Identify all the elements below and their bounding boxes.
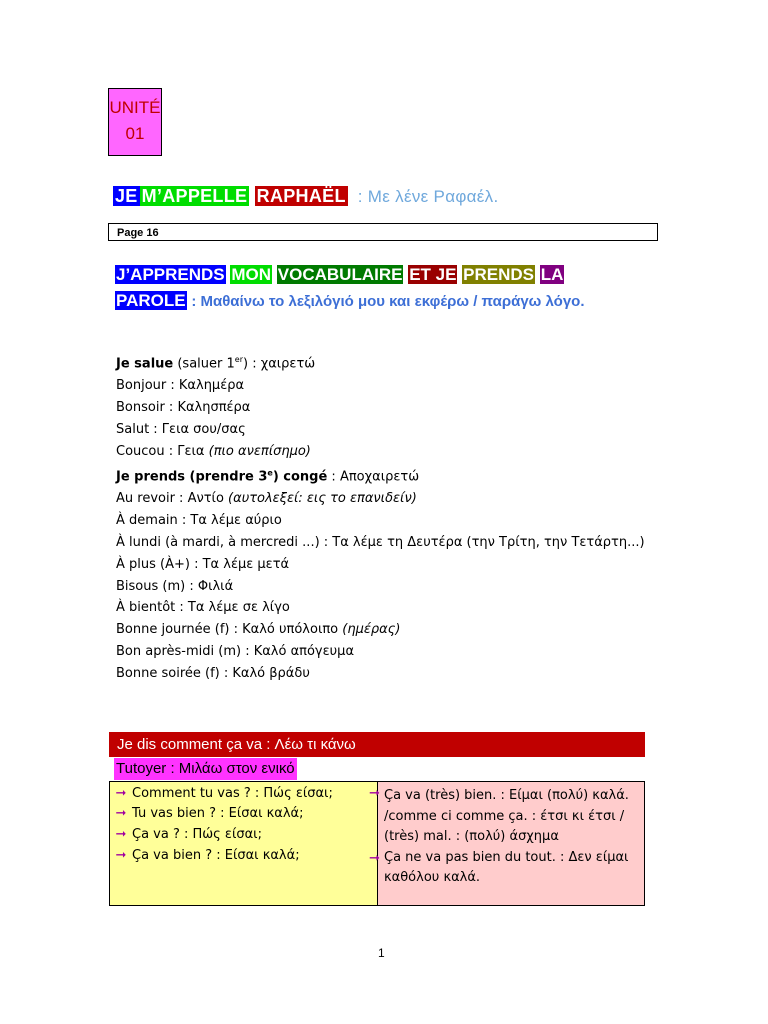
list-item: Bisous (m) : Φιλιά <box>116 578 234 594</box>
page-reference: Page 16 <box>108 223 658 241</box>
list-item: Bonne journée (f) : Καλό υπόλοιπο (ημέρας) <box>116 622 401 638</box>
title-word-je: JE <box>115 186 138 206</box>
arrow-icon: ➞ <box>115 827 127 842</box>
questions-column <box>110 782 378 905</box>
section-header-dis: Je dis comment ça va : Λέω τι κάνω <box>109 732 645 757</box>
arrow-icon: ➞ <box>115 786 127 801</box>
lesson-title <box>113 186 498 207</box>
section-greek: : Μαθαίνω το λεξιλόγιό μου και εκφέρω / παράγω λόγο. <box>191 293 585 310</box>
arrow-icon: ➞ <box>115 848 127 863</box>
list-item: Bonsoir : Καλησπέρα <box>116 399 251 415</box>
table-row: ➞ Tu vas bien ? : Είσαι καλά; <box>110 804 304 824</box>
list-item: À plus (À+) : Τα λέμε μετά <box>116 556 290 572</box>
list-item: Salut : Γεια σου/σας <box>116 421 246 437</box>
title-word-raphael: RAPHAËL <box>256 186 346 206</box>
unit-badge <box>108 88 162 156</box>
table-row: ➞ Comment tu vas ? : Πώς είσαι; <box>110 784 333 804</box>
section-word: LA <box>540 265 564 284</box>
list-item: Bon après-midi (m) : Καλό απόγευμα <box>116 644 355 660</box>
phrase-table <box>109 781 645 906</box>
table-row: ➞ Ça va bien ? : Είσαι καλά; <box>110 846 300 866</box>
section-word: ET JE <box>409 265 457 284</box>
arrow-icon: ➞ <box>115 806 127 821</box>
list-item: Au revoir : Αντίο (αυτολεξεί: εις το επανιδείν) <box>116 491 417 507</box>
page-number: 1 <box>378 946 385 960</box>
title-greek: : Με λένε Ραφαέλ. <box>357 187 499 206</box>
section-word: MON <box>231 265 272 284</box>
vocabulary-list <box>116 349 676 685</box>
section-header-tutoyer: Tutoyer : Μιλάω στον ενικό <box>114 758 297 780</box>
list-item: À demain : Τα λέμε αύριο <box>116 513 282 529</box>
section-word: VOCABULAIRE <box>277 265 403 284</box>
unit-label: UNITÉ <box>109 98 161 117</box>
list-item: Je prends (prendre 3e) congé : Αποχαιρετώ <box>116 468 420 485</box>
section-word: J’APPRENDS <box>116 265 225 284</box>
answer-text: Ça ne va pas bien du tout. : Δεν είμαι καθόλου καλά. <box>384 849 629 885</box>
section-word: PRENDS <box>463 265 535 284</box>
arrow-icon: ➞ <box>369 786 380 801</box>
list-item: Coucou : Γεια (πιο ανεπίσημο) <box>116 443 311 459</box>
title-word-mappelle: M’APPELLE <box>141 186 248 206</box>
list-item: Bonne soirée (f) : Καλό βράδυ <box>116 665 310 681</box>
unit-number: 01 <box>125 124 145 143</box>
section-title <box>115 262 635 315</box>
answers-column <box>369 782 644 905</box>
list-item: À lundi (à mardi, à mercredi ...) : Τα λέμε τη Δευτέρα (την Τρίτη, την Τετάρτη...) <box>116 535 645 551</box>
list-item: À bientôt : Τα λέμε σε λίγο <box>116 600 290 616</box>
table-row: ➞ Ça va ? : Πώς είσαι; <box>110 825 262 845</box>
section-word: PAROLE <box>116 291 186 310</box>
answer-text: Ça va (très) bien. : Είμαι (πολύ) καλά. /comme ci comme ça. : έτσι κι έτσι / (très) mal. : (πολύ) άσχημα <box>384 788 629 844</box>
list-item: Bonjour : Καλημέρα <box>116 378 245 394</box>
arrow-icon: ➞ <box>369 851 380 866</box>
list-item: Je salue (saluer 1er) : χαιρετώ <box>116 355 316 372</box>
